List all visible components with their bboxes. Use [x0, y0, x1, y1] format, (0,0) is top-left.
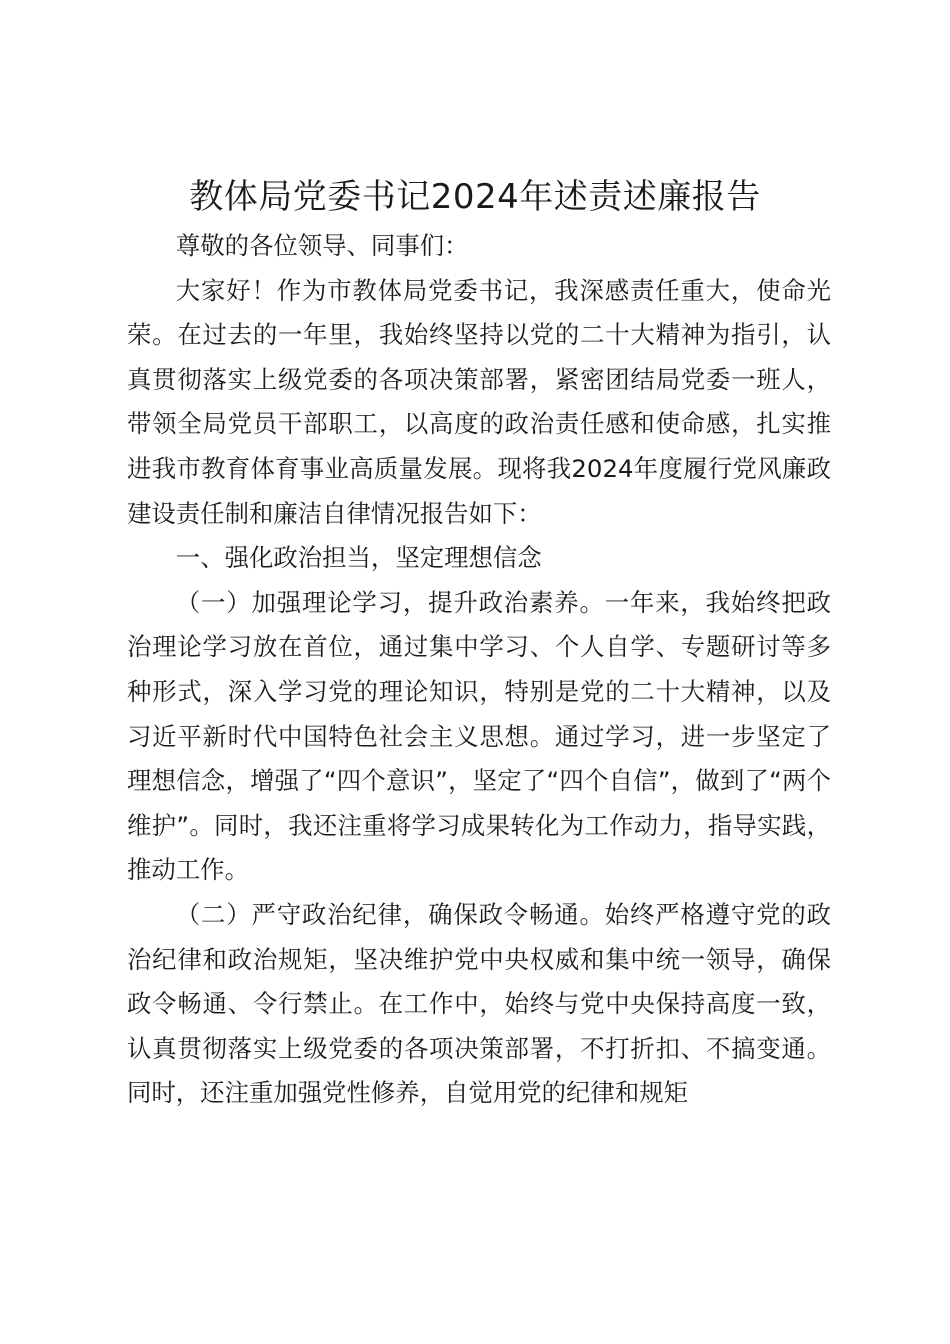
body-paragraph: （二）严守政治纪律，确保政令畅通。始终严格遵守党的政治纪律和政治规矩，坚决维护党中央权威和集中统一领导，确保政令畅通、令行禁止。在工作中，始终与党中央保持高度一致，认真贯彻落实上级党委的各项决策部署，不打折扣、不搞变通。同时，还注重加强党性修养，自觉用党的纪律和规矩 [127, 899, 831, 1108]
salutation-paragraph: 尊敬的各位领导、同事们： [175, 231, 469, 260]
body-paragraph: （一）加强理论学习，提升政治素养。一年来，我始终把政治理论学习放在首位，通过集中学习、个人自学、专题研讨等多种形式，深入学习党的理论知识，特别是党的二十大精神，以及习近平新时代中国特色社会主义思想。通过学习，进一步坚定了理想信念，增强了“四个意识”，坚定了“四个自信”，做到了“两个维护”。同时，我还注重将学习成果转化为工作动力，指导实践，推动工作。 [127, 587, 831, 885]
intro-paragraph: 大家好！作为市教体局党委书记，我深感责任重大，使命光荣。在过去的一年里，我始终坚持以党的二十大精神为指引，认真贯彻落实上级党委的各项决策部署，紧密团结局党委一班人，带领全局党员干部职工，以高度的政治责任感和使命感，扎实推进我市教育体育事业高质量发展。现将我2024年度履行党风廉政建设责任制和廉洁自律情况报告如下： [127, 275, 831, 528]
document-body [127, 224, 831, 1116]
section-heading: 一、强化政治担当，坚定理想信念 [175, 543, 542, 573]
document-title: 教体局党委书记2024年述责述廉报告 [189, 177, 761, 217]
